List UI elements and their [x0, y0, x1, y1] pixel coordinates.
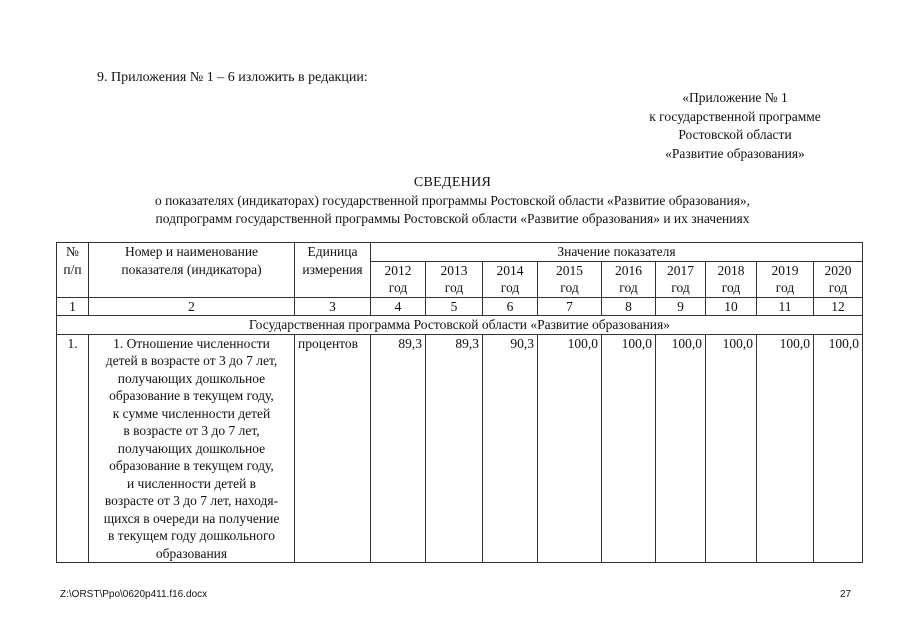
indicator-value: 100,0 [538, 334, 602, 563]
indicator-value: 89,3 [426, 334, 483, 563]
column-number: 11 [757, 297, 814, 316]
year-header: 2015 год [538, 261, 602, 297]
column-number: 1 [57, 297, 89, 316]
year-header: 2017 год [656, 261, 706, 297]
section-title: Государственная программа Ростовской области «Развитие образования» [57, 316, 863, 335]
title-subheading: о показателях (индикаторах) государственной программы Ростовской области «Развитие образования», [154, 193, 751, 208]
year-header: 2012 год [371, 261, 426, 297]
year-header: 2013 год [426, 261, 483, 297]
column-number: 9 [656, 297, 706, 316]
indicator-value: 100,0 [602, 334, 656, 563]
indicator-unit: процентов [295, 334, 371, 563]
indicator-value: 100,0 [706, 334, 757, 563]
indicator-value: 100,0 [656, 334, 706, 563]
column-number: 2 [89, 297, 295, 316]
indicator-value: 100,0 [814, 334, 863, 563]
row-number: 1. [57, 334, 89, 563]
section-row [57, 316, 863, 335]
column-numbers-row [57, 297, 863, 316]
document-title [0, 174, 905, 228]
amendment-paragraph: 9. Приложения № 1 – 6 изложить в редакции: [97, 70, 368, 85]
annex-line: «Приложение № 1 [682, 90, 788, 105]
column-number: 5 [426, 297, 483, 316]
column-number: 10 [706, 297, 757, 316]
col-name-header: Номер и наименование показателя (индикатора) [89, 243, 295, 298]
file-path: Z:\ORST\Ppo\0620p411.f16.docx [60, 589, 208, 600]
values-header: Значение показателя [371, 243, 863, 262]
indicators-table [56, 242, 863, 563]
table-row [57, 334, 863, 563]
annex-line: «Развитие образования» [665, 145, 805, 161]
column-number: 6 [483, 297, 538, 316]
year-header: 2019 год [757, 261, 814, 297]
year-header: 2018 год [706, 261, 757, 297]
year-header: 2016 год [602, 261, 656, 297]
title-heading: СВЕДЕНИЯ [413, 175, 492, 190]
annex-line: Ростовской области [678, 127, 792, 142]
page-number: 27 [840, 589, 852, 600]
indicator-value: 90,3 [483, 334, 538, 563]
title-subheading: подпрограмм государственной программы Ростовской области «Развитие образования» и их значениях [155, 211, 750, 226]
col-num-header: № п/п [57, 243, 89, 298]
column-number: 4 [371, 297, 426, 316]
indicator-value: 100,0 [757, 334, 814, 563]
year-header: 2014 год [483, 261, 538, 297]
annex-line: к государственной программе [649, 108, 821, 124]
annex-reference [625, 89, 845, 163]
header-row [57, 243, 863, 262]
column-number: 12 [814, 297, 863, 316]
col-unit-header: Единица измерения [295, 243, 371, 298]
column-number: 7 [538, 297, 602, 316]
indicator-value: 89,3 [371, 334, 426, 563]
year-header: 2020 год [814, 261, 863, 297]
column-number: 3 [295, 297, 371, 316]
column-number: 8 [602, 297, 656, 316]
indicator-name: 1. Отношение численности детей в возрасте от 3 до 7 лет, получающих дошкольное образование в текущем году, к сумме численности детей в возрасте от 3 до 7 лет, получающих дошкольное образование в текущем году, и численности детей в возрасте от 3 до 7 лет, находя- щихся в очереди на получение в текущем году дошкольного образования [89, 334, 295, 563]
